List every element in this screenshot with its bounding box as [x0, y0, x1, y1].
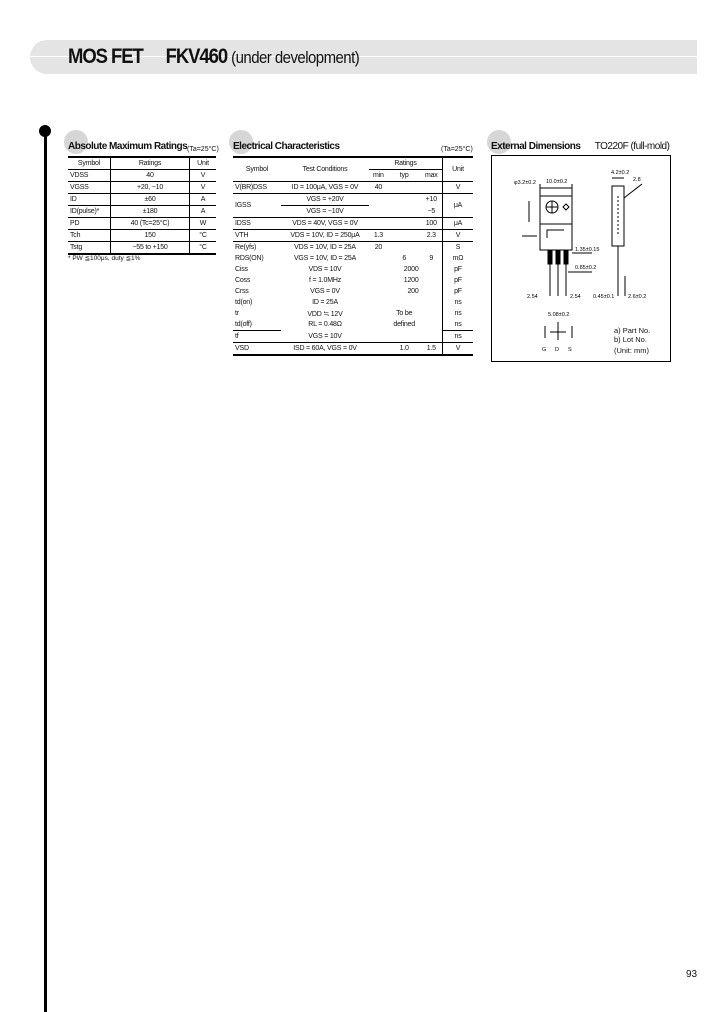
cell-max: 9: [429, 255, 434, 262]
cell-unit: ns: [443, 331, 474, 343]
category-label: MOS FET: [68, 45, 143, 68]
external-title-text: External Dimensions: [491, 141, 581, 152]
table-row: [233, 253, 473, 264]
left-rule: [44, 133, 47, 1012]
svg-text:2.6±0.2: 2.6±0.2: [628, 294, 647, 300]
cell-unit: μA: [443, 194, 474, 218]
col-min: min: [369, 170, 388, 182]
cell-test: VDS = 40V, VGS = 0V: [281, 218, 369, 230]
cell-min: [369, 218, 388, 230]
cell-rating: 40 (Tc=25°C): [111, 218, 190, 230]
cell-max: [421, 242, 443, 254]
svg-text:10.0±0.2: 10.0±0.2: [546, 179, 568, 185]
cell-symbol: tr: [235, 310, 239, 317]
cell-test: VGS = −10V: [281, 206, 369, 218]
cell-typ: 2000: [403, 266, 419, 273]
cell-symbol: Coss: [235, 277, 251, 284]
electrical-condition: (Ta=25°C): [441, 146, 473, 153]
cell-min: 20: [374, 244, 383, 251]
cell-unit: pF: [443, 275, 474, 286]
cell-unit: ns: [443, 319, 474, 331]
cell-test: ID = 100μA, VGS = 0V: [281, 182, 369, 194]
table-row: [68, 206, 216, 218]
cell-symbol: td(off): [233, 319, 281, 331]
cell-rating: ±60: [111, 194, 190, 206]
table-row: [68, 230, 216, 242]
electrical-table: [233, 156, 473, 356]
svg-text:2.54: 2.54: [527, 294, 538, 300]
cell-symbol: V(BR)DSS: [233, 182, 281, 194]
cell-typ: 1200: [403, 277, 419, 284]
page-number: 93: [686, 969, 698, 980]
svg-text:1.35±0.15: 1.35±0.15: [575, 247, 600, 253]
cell-test: VGS = 10V: [281, 331, 369, 343]
cell-max: +10: [425, 196, 437, 204]
cell-test: VDS = 10V: [308, 266, 342, 273]
table-row: [68, 242, 216, 255]
svg-text:5.08±0.2: 5.08±0.2: [548, 312, 570, 318]
abs-max-title: Absolute Maximum Ratings: [68, 141, 188, 152]
cell-test: VGS = 0V: [310, 288, 340, 295]
table-row: [233, 286, 473, 297]
table-row: [68, 170, 216, 182]
cell-symbol: ID: [68, 194, 111, 206]
cell-symbol: Re(yfs): [235, 244, 257, 251]
cell-symbol: PD: [68, 218, 111, 230]
cell-unit: ns: [443, 297, 474, 308]
table-header: [233, 157, 473, 170]
cell-min: 1.3: [369, 230, 388, 242]
cell-unit: V: [190, 170, 217, 182]
cell-unit: A: [190, 206, 217, 218]
cell-test: VDS = 10V, ID = 25A: [294, 244, 356, 251]
cell-max: 2.3: [421, 230, 443, 242]
svg-text:S: S: [568, 347, 572, 353]
cell-unit: pF: [443, 286, 474, 297]
cell-symbol: ID(pulse)*: [68, 206, 111, 218]
cell-test: ID = 25A: [312, 299, 338, 306]
cell-unit: °C: [190, 242, 217, 255]
col-symbol: Symbol: [233, 157, 281, 182]
cell-rating: −55 to +150: [111, 242, 190, 255]
table-row: [233, 182, 473, 194]
cell-max: −5: [421, 206, 443, 218]
cell-test: RL = 0.48Ω: [308, 321, 342, 329]
cell-typ: [388, 230, 421, 242]
cell-unit: W: [190, 218, 217, 230]
cell-symbol: VDSS: [68, 170, 111, 182]
cell-unit: V: [443, 230, 474, 242]
status-label: (under development): [231, 48, 360, 67]
cell-test: VGS = 10V, ID = 25A: [293, 255, 357, 262]
table-row: [233, 275, 473, 286]
col-symbol: Symbol: [68, 157, 111, 170]
abs-max-condition: (Ta=25°C): [187, 146, 219, 153]
col-unit: Unit: [190, 157, 217, 170]
cell-symbol: IDSS: [233, 218, 281, 230]
dimension-drawing: [491, 155, 671, 362]
col-typ: typ: [388, 170, 421, 182]
cell-typ: To be: [396, 310, 413, 317]
legend-lot-no: b) Lot No.: [614, 335, 647, 344]
svg-text:2.54: 2.54: [570, 294, 581, 300]
cell-symbol: tf: [233, 331, 281, 343]
table-row: [68, 194, 216, 206]
cell-unit: mΩ: [443, 253, 474, 264]
cell-test: ISD = 60A, VGS = 0V: [293, 345, 357, 352]
svg-text:φ3.2±0.2: φ3.2±0.2: [514, 180, 536, 186]
cell-max: [421, 182, 443, 194]
cell-unit: °C: [190, 230, 217, 242]
table-row: [233, 218, 473, 230]
footnote: * PW ≦100μs, duty ≦1%: [68, 255, 141, 262]
page-title: [68, 45, 359, 69]
table-row: [233, 242, 473, 254]
abs-max-table: [68, 156, 216, 255]
svg-text:G: G: [542, 347, 547, 353]
legend-part-no: a) Part No.: [614, 326, 651, 335]
electrical-title: Electrical Characteristics: [233, 141, 340, 152]
part-number: FKV460: [165, 45, 228, 68]
cell-unit: V: [190, 182, 217, 194]
cell-rating: 150: [111, 230, 190, 242]
cell-unit: ns: [443, 308, 474, 319]
table-row: [233, 331, 473, 343]
cell-max: 1.5: [426, 345, 436, 352]
package-name: TO220F (full-mold): [594, 141, 670, 152]
cell-symbol: Ciss: [235, 266, 248, 273]
cell-test: VDD ≒ 12V: [307, 310, 343, 318]
table-row: [233, 264, 473, 275]
cell-typ: 200: [407, 288, 419, 295]
cell-typ: 6: [402, 255, 407, 262]
cell-rating: +20, −10: [111, 182, 190, 194]
cell-rating: 40: [111, 170, 190, 182]
cell-typ: [388, 182, 421, 194]
cell-min: 40: [369, 182, 388, 194]
cell-symbol: VGSS: [68, 182, 111, 194]
cell-unit: pF: [443, 264, 474, 275]
col-test: Test Conditions: [281, 157, 369, 182]
table-row: [233, 308, 473, 319]
table-row: [233, 194, 473, 206]
cell-test: VDS = 10V, ID = 250μA: [281, 230, 369, 242]
cell-unit: V: [443, 343, 474, 356]
cell-symbol: IGSS: [233, 194, 281, 218]
cell-typ: defined: [393, 321, 415, 329]
cell-test: VGS = +20V: [281, 194, 369, 206]
cell-min: [369, 253, 388, 264]
cell-unit: μA: [443, 218, 474, 230]
cell-typ: 1.0: [399, 345, 409, 352]
col-unit: Unit: [443, 157, 474, 182]
cell-symbol: VTH: [233, 230, 281, 242]
cell-symbol: RDS(ON): [235, 255, 264, 262]
svg-text:D: D: [555, 347, 559, 353]
cell-symbol: Crss: [235, 288, 249, 295]
external-title: [491, 141, 669, 152]
svg-text:0.45±0.1: 0.45±0.1: [593, 294, 615, 300]
cell-rating: ±180: [111, 206, 190, 218]
col-ratings: Ratings: [111, 157, 190, 170]
table-header: [68, 157, 216, 170]
table-row: [68, 182, 216, 194]
cell-typ: [388, 242, 421, 254]
col-ratings: Ratings: [369, 157, 443, 170]
cell-typ: [388, 218, 421, 230]
svg-text:2.8: 2.8: [633, 177, 641, 183]
table-row: [233, 230, 473, 242]
cell-symbol: VSD: [235, 345, 249, 352]
cell-unit: A: [190, 194, 217, 206]
cell-symbol: td(on): [235, 299, 253, 306]
table-row: [233, 343, 473, 356]
legend-unit: (Unit: mm): [614, 346, 649, 355]
table-row: [68, 218, 216, 230]
table-row: [233, 319, 473, 331]
svg-text:4.2±0.2: 4.2±0.2: [611, 170, 630, 176]
cell-test: f = 1.0MHz: [308, 277, 342, 284]
cell-symbol: Tstg: [68, 242, 111, 255]
col-max: max: [421, 170, 443, 182]
table-row: [233, 297, 473, 308]
cell-unit: S: [443, 242, 474, 254]
svg-text:0.85±0.2: 0.85±0.2: [575, 265, 597, 271]
cell-symbol: Tch: [68, 230, 111, 242]
cell-max: 100: [421, 218, 443, 230]
cell-unit: V: [443, 182, 474, 194]
